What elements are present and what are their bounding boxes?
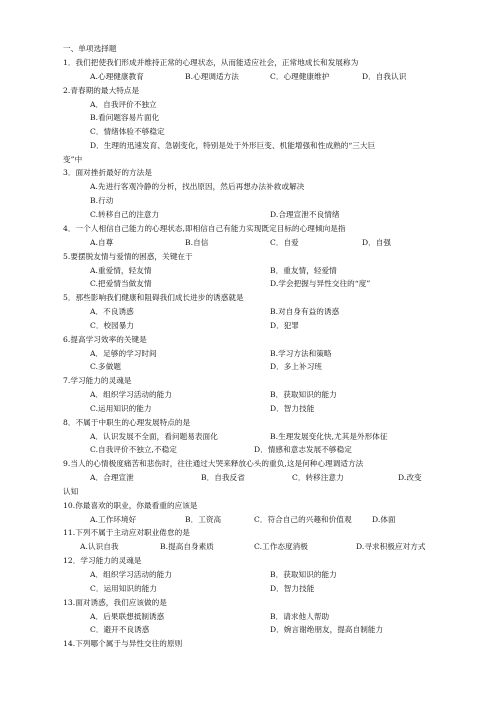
question-option: A.先进行客观冷静的分析，找出原因，然后再想办法补救或解决 xyxy=(90,182,305,191)
question-option: C．运用知识的能力 xyxy=(90,584,158,593)
question-option: A．合理宣泄 xyxy=(90,473,134,482)
question-option: D．自强 xyxy=(362,238,392,247)
question-option: A．认识发展不全面，看问题易表面化 xyxy=(90,432,218,441)
section-title: 一、单项选择题 xyxy=(63,44,117,53)
question-option: D．犯罪 xyxy=(270,321,300,330)
question-option: C．避开不良诱惑 xyxy=(90,625,150,634)
question-option: B.看问题容易片面化 xyxy=(90,113,160,122)
question-option: C.工作态度消极 xyxy=(254,542,308,551)
question-option: B.学习方法和策略 xyxy=(270,349,332,358)
question-option: C．校园暴力 xyxy=(90,321,135,330)
question-option: C.把爱情当做友情 xyxy=(90,279,152,288)
question-option: D．自我认识 xyxy=(362,72,407,81)
question-option: A．足够的学习时间 xyxy=(90,349,157,358)
question-option: D.学会把握与异性交往的“度” xyxy=(270,279,371,288)
question-option: B．请求他人帮助 xyxy=(270,612,330,621)
question-stem: 8．不属于中职生的心理发展特点的是 xyxy=(63,418,191,427)
question-option: B.对自身有益的诱惑 xyxy=(270,307,340,316)
question-option: B．工资高 xyxy=(185,515,222,524)
question-stem: 5．那些影响我们健康和阻碍我们成长进步的诱惑就是 xyxy=(63,293,244,302)
question-option: B.提高自身素质 xyxy=(160,542,214,551)
question-option: D.体面 xyxy=(372,515,396,524)
question-option: D.合理宣泄不良情绪 xyxy=(270,210,340,219)
question-option: D.寻求积极应对方式 xyxy=(356,542,426,551)
question-stem: 7.学习能力的灵魂是 xyxy=(63,376,132,385)
question-option: A.工作环境好 xyxy=(90,515,137,524)
question-option: B．获取知识的能力 xyxy=(270,570,337,579)
question-option: A．不良诱惑 xyxy=(90,307,134,316)
question-option: A.重爱情，轻友情 xyxy=(90,266,152,275)
question-stem: 1．我们把使我们形成并维持正常的心理状态，从而能适应社会，正常地成长和发展称为 xyxy=(63,58,359,67)
question-option: B.心理调适方法 xyxy=(185,72,239,81)
question-stem: 4．一个人相信自己能力的心理状态,即相信自己有能力实现既定目标的心理倾向是指 xyxy=(63,224,346,233)
question-stem: 9.当人的心情极度痛苦和悲伤时，往往通过大哭来释放心头的重负,这是何种心理调适方法 xyxy=(63,459,364,468)
question-stem: 10.你最喜欢的职业，你最看重的应该是 xyxy=(63,501,198,510)
question-option: C.转移自己的注意力 xyxy=(90,210,160,219)
question-option: D．情感和意志发展不够稳定 xyxy=(254,445,352,454)
question-option: D．智力技能 xyxy=(270,404,315,413)
question-option: A．组织学习活动的能力 xyxy=(90,570,172,579)
question-option: C.自我评价不独立,不稳定 xyxy=(90,445,177,454)
question-option: B.自信 xyxy=(185,238,209,247)
question-option: C．符合自己的兴趣和价值观 xyxy=(254,515,352,524)
question-option: A.认识自我 xyxy=(80,542,119,551)
question-stem: 12．学习能力的灵魂是 xyxy=(63,556,142,565)
question-stem: 5.要摆脱友情与爱情的困惑，关键在于 xyxy=(63,252,193,261)
question-stem: 2.青春期的最大特点是 xyxy=(63,86,140,95)
question-option: B.生理发展变化快,尤其是外形体征 xyxy=(270,432,388,441)
question-stem-continuation: 认知 xyxy=(63,487,79,496)
question-option: D.改变 xyxy=(398,473,422,482)
question-stem: 13.面对诱惑，我们应该做的是 xyxy=(63,598,167,607)
question-option: B．获取知识的能力 xyxy=(270,390,337,399)
question-option: D．婉言谢绝朋友，提高自制能力 xyxy=(270,625,384,634)
question-option: A．自我评价不独立 xyxy=(90,100,157,109)
question-option: D．智力技能 xyxy=(270,584,315,593)
question-option: C．转移注意力 xyxy=(292,473,344,482)
question-option: A．后果联想抵制诱惑 xyxy=(90,612,165,621)
question-option: C．情绪体验不够稳定 xyxy=(90,127,165,136)
question-option: C.运用知识的能力 xyxy=(90,404,152,413)
question-option: A.自尊 xyxy=(90,238,114,247)
question-option: C．心理健康维护 xyxy=(270,72,330,81)
question-option: D．多上补习班 xyxy=(270,362,323,371)
question-stem: 14.下列哪个属于与异性交往的原则 xyxy=(63,639,183,648)
question-option: B．自我反省 xyxy=(201,473,245,482)
question-option: B．重友情，轻爱情 xyxy=(270,266,337,275)
question-option: B.行动 xyxy=(90,196,114,205)
question-option: C.多做题 xyxy=(90,362,121,371)
question-stem-continuation: 变”中 xyxy=(63,155,83,164)
question-stem: 3．面对挫折最好的方法是 xyxy=(63,168,152,177)
question-option: A．组织学习活动的能力 xyxy=(90,390,172,399)
question-stem: 6.提高学习效率的关键是 xyxy=(63,335,147,344)
question-option: C．自爱 xyxy=(270,238,299,247)
question-option: D．生理的迅速发育、急剧变化，特别是处于外形巨变、机能增强和性成熟的“三大巨 xyxy=(90,141,376,150)
question-stem: 11.下列不属于主动应对职业倦怠的是 xyxy=(63,528,190,537)
question-option: A.心理健康教育 xyxy=(90,72,144,81)
